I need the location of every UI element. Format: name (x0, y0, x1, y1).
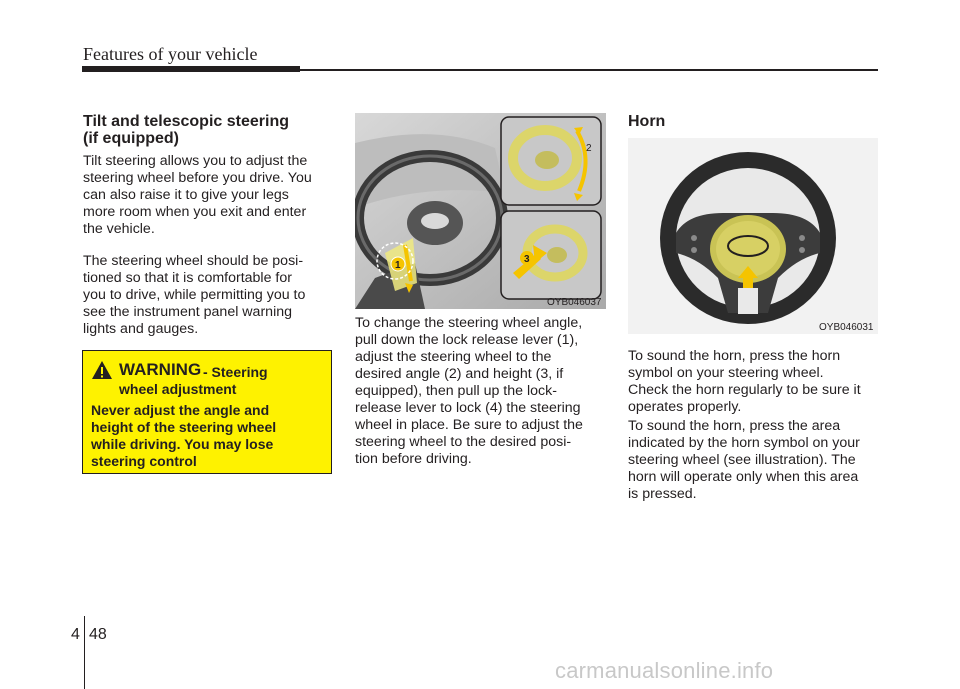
warning-box (82, 350, 332, 474)
section-title-tilt: Tilt and telescopic steering (if equipped) (83, 113, 289, 147)
steering-adjust-figure (355, 113, 606, 309)
warning-word: WARNING (119, 360, 202, 379)
callout-1: 1 (395, 260, 401, 271)
figure-code-steering: OYB046037 (547, 297, 602, 308)
horn-figure (628, 138, 878, 334)
steering-adjust-illustration (355, 113, 606, 309)
callout-3: 3 (524, 254, 530, 265)
section-title-horn: Horn (628, 113, 666, 130)
horn-paragraph-1: To sound the horn, press the horn symbol on your steering wheel. Check the horn regularly to be sure it operates properly. (628, 348, 861, 415)
figure-code-horn: OYB046031 (819, 322, 874, 333)
warning-subtitle: - Steering (203, 364, 268, 380)
callout-2: 2 (586, 143, 592, 154)
tilt-paragraph-2: The steering wheel should be posi- tioned so that it is comfortable for you to drive, while permitting you to see the instrument panel warning lights and gauges. (83, 253, 306, 337)
steering-adjust-paragraph: To change the steering wheel angle, pull down the lock release lever (1), adjust the steering wheel to the desired angle (2) and height (3, if equipped), then pull up the lock- release lever to lock (4) the steering wheel in place. Be sure to adjust the steering wheel to the desired posi- tion before driving. (355, 315, 583, 467)
footer-divider (84, 616, 85, 689)
watermark: carmanualsonline.info (555, 658, 774, 683)
horn-illustration (628, 138, 878, 334)
warning-subtitle-2: wheel adjustment (119, 381, 237, 397)
warning-icon (91, 360, 113, 380)
page-number: 48 (89, 626, 107, 643)
header-rule (82, 66, 878, 73)
horn-paragraph-2: To sound the horn, press the area indicated by the horn symbol on your steering wheel (see illustration). The horn will operate only when this area is pressed. (628, 418, 860, 502)
warning-body: Never adjust the angle and height of the steering wheel while driving. You may lose steering control (91, 402, 277, 469)
tilt-paragraph-1: Tilt steering allows you to adjust the steering wheel before you drive. You can also raise it to give your legs more room when you exit and enter the vehicle. (83, 153, 312, 237)
header-title: Features of your vehicle (83, 44, 258, 64)
chapter-number: 4 (71, 626, 80, 643)
